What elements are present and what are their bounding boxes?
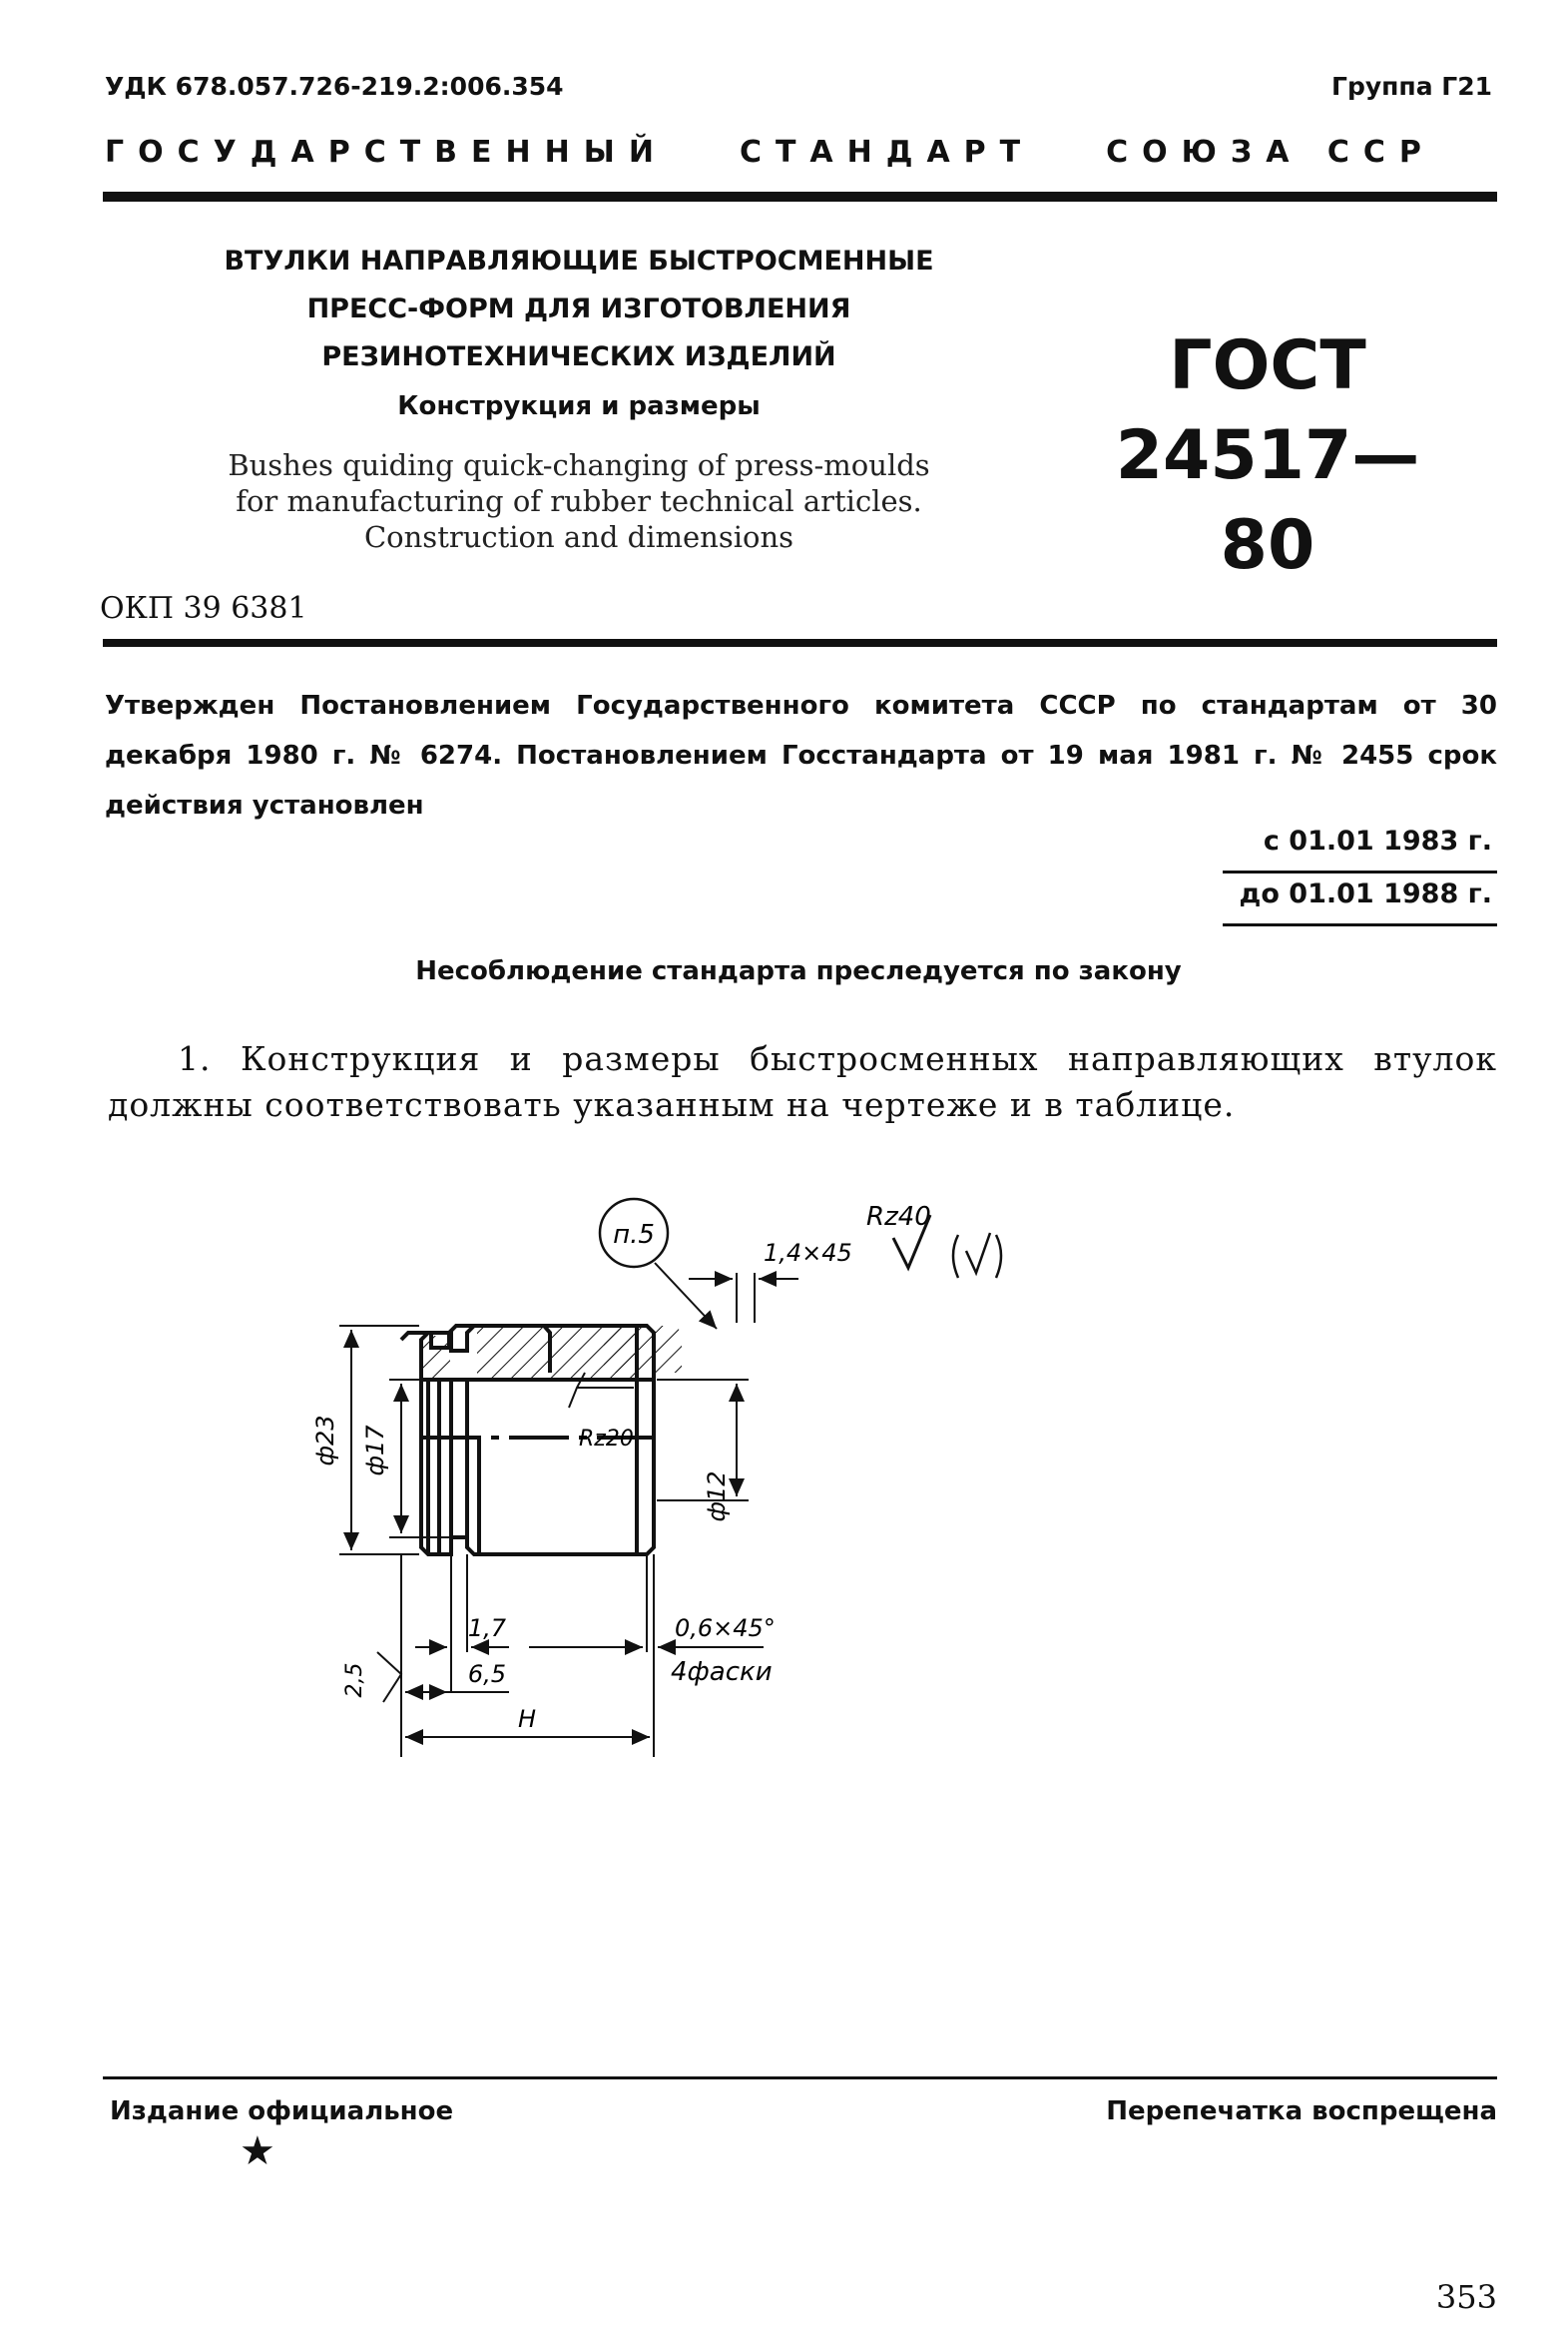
dim-bore-diameter: ф12	[703, 1470, 731, 1522]
dim-groove-diameter: ф17	[361, 1425, 389, 1476]
dim-outer-diameter: ф23	[311, 1415, 339, 1466]
dim-height: H	[517, 1705, 537, 1733]
note-reference: п.5	[613, 1220, 655, 1250]
valid-to: до 01.01 1988 г.	[1239, 878, 1492, 909]
english-title	[170, 447, 988, 555]
flange-section-hatch	[423, 1336, 450, 1378]
approval-text: Утвержден Постановлением Государственного комитета СССР по стандартам от 30 декабря 1980 г. № 6274. Постановлением Госстандарта от 19 мая 1981 г. № 2455 срок действия установлен	[105, 691, 1497, 821]
group-code: Группа Г21	[1331, 72, 1492, 101]
gost-designation	[1078, 321, 1457, 591]
validity-rule	[1223, 871, 1497, 874]
roughness-bore: Rz20	[579, 1427, 634, 1452]
dim-groove-width: 1,7	[467, 1614, 507, 1642]
page-number: 353	[1435, 2278, 1497, 2316]
footer-rule	[103, 2076, 1497, 2079]
dim-side-roughness: 2,5	[342, 1662, 367, 1698]
chamfer-top: 1,4×45	[764, 1239, 852, 1267]
english-title-line: Construction and dimensions	[363, 520, 794, 554]
validity-rule	[1223, 923, 1497, 926]
header-rule	[103, 192, 1497, 202]
bush-technical-drawing	[311, 1193, 1038, 1752]
title-line: РЕЗИНОТЕХНИЧЕСКИХ ИЗДЕЛИЙ	[321, 341, 836, 372]
roughness-main: Rz40	[866, 1202, 931, 1232]
heading-word-2: СТАНДАРТ	[739, 135, 1035, 170]
document-title	[170, 238, 988, 381]
chamfer-bottom: 0,6×45°	[675, 1614, 776, 1642]
dim-collar: 6,5	[467, 1660, 507, 1688]
valid-from: с 01.01 1983 г.	[1263, 826, 1492, 857]
roughness-side-mark	[377, 1652, 401, 1702]
title-rule	[103, 639, 1497, 647]
title-line: ПРЕСС-ФОРМ ДЛЯ ИЗГОТОВЛЕНИЯ	[306, 293, 851, 324]
gost-label: ГОСТ	[1169, 326, 1366, 405]
english-title-line: for manufacturing of rubber technical articles.	[236, 484, 922, 518]
document-subtitle: Конструкция и размеры	[397, 391, 761, 421]
english-title-line: Bushes quiding quick-changing of press-moulds	[228, 448, 930, 482]
udk-code: УДК 678.057.726-219.2:006.354	[105, 72, 564, 101]
state-standard-heading	[105, 135, 1494, 170]
chamfer-count: 4фаски	[671, 1657, 773, 1687]
title-line: ВТУЛКИ НАПРАВЛЯЮЩИЕ БЫСТРОСМЕННЫЕ	[224, 246, 934, 277]
section-hatch	[477, 1326, 637, 1378]
reprint-prohibited: Перепечатка воспрещена	[1106, 2096, 1497, 2126]
official-edition: Издание официальное	[110, 2096, 454, 2126]
legal-warning: Несоблюдение стандарта преследуется по закону	[415, 956, 1182, 986]
gost-number: 24517—80	[1115, 416, 1420, 585]
paragraph-1: 1. Конструкция и размеры быстросменных направляющих втулок должны соответствовать указанным на чертеже и в таблице.	[108, 1039, 1497, 1124]
roughness-bracket-mark	[953, 1233, 1001, 1278]
heading-word-3: СОЮЗА ССР	[1106, 135, 1435, 170]
heading-word-1: ГОСУДАРСТВЕННЫЙ	[105, 135, 668, 170]
okp-code: ОКП 39 6381	[100, 591, 307, 626]
star-mark: ★	[240, 2128, 275, 2174]
